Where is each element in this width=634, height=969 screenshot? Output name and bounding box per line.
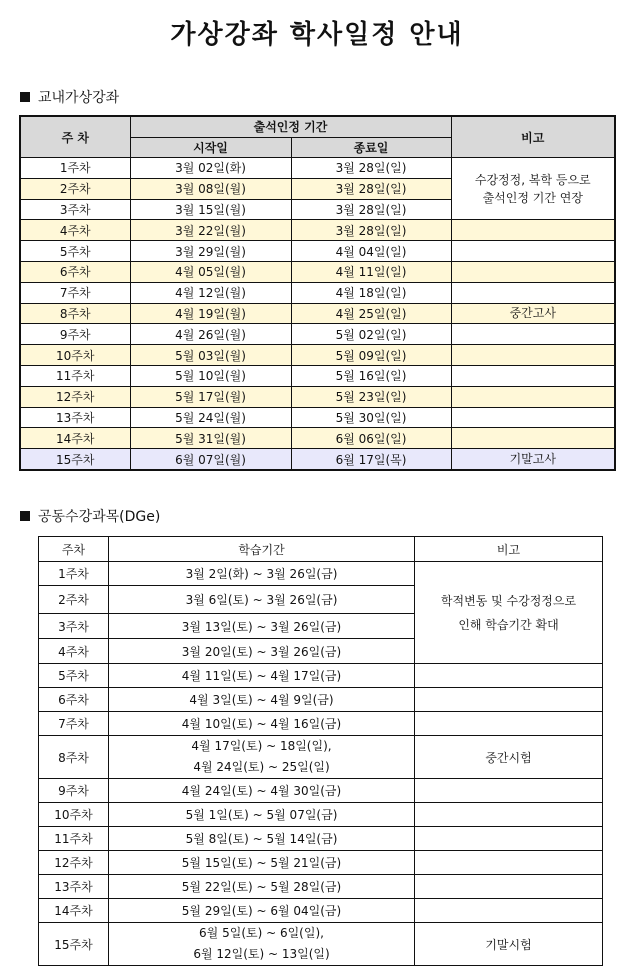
start-cell: 5월 10일(월) [130, 365, 291, 386]
week-cell: 4주차 [39, 639, 109, 664]
end-cell: 4월 11일(일) [291, 261, 451, 282]
period-cell: 3월 13일(토) ~ 3월 26일(금) [109, 614, 415, 639]
table-row [39, 664, 603, 688]
period-cell: 3월 20일(토) ~ 3월 26일(금) [109, 639, 415, 664]
start-cell: 4월 26일(월) [130, 324, 291, 345]
table-row [20, 241, 615, 262]
note-cell [415, 851, 603, 875]
period-cell [109, 736, 415, 779]
start-cell: 5월 24일(월) [130, 407, 291, 428]
note-cell [451, 324, 615, 345]
table-row [39, 827, 603, 851]
start-cell: 4월 05일(월) [130, 261, 291, 282]
end-cell: 5월 09일(일) [291, 345, 451, 366]
start-cell: 4월 19일(월) [130, 303, 291, 324]
section-heading-text: 교내가상강좌 [38, 90, 120, 106]
table-row [39, 712, 603, 736]
note-cell [451, 220, 615, 241]
note-cell [451, 428, 615, 449]
note-cell [415, 712, 603, 736]
week-cell: 1주차 [20, 158, 130, 179]
note-cell [415, 664, 603, 688]
table-row [20, 324, 615, 345]
table-row [39, 736, 603, 779]
note-line: 수강정정, 복학 등으로 [474, 172, 591, 187]
table-row [20, 386, 615, 407]
week-cell: 15주차 [39, 923, 109, 966]
end-cell: 3월 28일(일) [291, 178, 451, 199]
period-cell: 4월 24일(토) ~ 4월 30일(금) [109, 779, 415, 803]
note-cell [451, 407, 615, 428]
header-period: 학습기간 [109, 537, 415, 562]
week-cell: 14주차 [39, 899, 109, 923]
week-cell: 12주차 [20, 386, 130, 407]
table-row [39, 803, 603, 827]
week-cell: 3주차 [39, 614, 109, 639]
week-cell: 3주차 [20, 199, 130, 220]
note-cell [451, 365, 615, 386]
table-row [20, 428, 615, 449]
note-midterm: 중간시험 [415, 736, 603, 779]
period-cell: 5월 1일(토) ~ 5월 07일(금) [109, 803, 415, 827]
week-cell: 12주차 [39, 851, 109, 875]
note-cell [415, 688, 603, 712]
week-cell: 13주차 [39, 875, 109, 899]
end-cell: 5월 16일(일) [291, 365, 451, 386]
week-cell: 5주차 [39, 664, 109, 688]
header-period: 출석인정 기간 [130, 116, 451, 137]
end-cell: 6월 06일(일) [291, 428, 451, 449]
end-cell: 4월 25일(일) [291, 303, 451, 324]
week-cell: 4주차 [20, 220, 130, 241]
note-cell [451, 282, 615, 303]
period-line: 4월 24일(토) ~ 25일(일) [193, 760, 330, 774]
note-cell [451, 345, 615, 366]
end-cell: 3월 28일(일) [291, 158, 451, 179]
table-row [39, 923, 603, 966]
week-cell: 7주차 [39, 712, 109, 736]
note-line: 학적변동 및 수강정정으로 [440, 593, 577, 608]
week-cell: 15주차 [20, 449, 130, 470]
square-bullet-icon [20, 511, 30, 521]
start-cell: 3월 15일(월) [130, 199, 291, 220]
start-cell: 3월 02일(화) [130, 158, 291, 179]
period-cell: 5월 15일(토) ~ 5월 21일(금) [109, 851, 415, 875]
week-cell: 10주차 [20, 345, 130, 366]
note-midterm: 중간고사 [451, 303, 615, 324]
start-cell: 6월 07일(월) [130, 449, 291, 470]
note-cell [451, 386, 615, 407]
table-row [20, 449, 615, 470]
start-cell: 4월 12일(월) [130, 282, 291, 303]
period-cell: 3월 6일(토) ~ 3월 26일(금) [109, 586, 415, 614]
section-heading-dge [20, 506, 160, 526]
header-note: 비고 [415, 537, 603, 562]
period-cell: 5월 8일(토) ~ 5월 14일(금) [109, 827, 415, 851]
week-cell: 8주차 [39, 736, 109, 779]
header-start: 시작일 [130, 137, 291, 158]
table-row [20, 158, 615, 179]
note-cell [451, 261, 615, 282]
end-cell: 5월 02일(일) [291, 324, 451, 345]
period-cell: 4월 3일(토) ~ 4월 9일(금) [109, 688, 415, 712]
note-cell [451, 241, 615, 262]
period-cell: 4월 10일(토) ~ 4월 16일(금) [109, 712, 415, 736]
end-cell: 5월 23일(일) [291, 386, 451, 407]
end-cell: 3월 28일(일) [291, 199, 451, 220]
start-cell: 3월 22일(월) [130, 220, 291, 241]
week-cell: 1주차 [39, 562, 109, 586]
table-row [20, 303, 615, 324]
section-heading-text: 공동수강과목(DGe) [38, 509, 161, 525]
header-week: 주차 [39, 537, 109, 562]
week-cell: 13주차 [20, 407, 130, 428]
table-row [20, 407, 615, 428]
period-line: 6월 12일(토) ~ 13일(일) [193, 947, 330, 961]
week-cell: 9주차 [20, 324, 130, 345]
start-cell: 5월 03일(월) [130, 345, 291, 366]
dge-schedule-table [38, 536, 603, 966]
section-heading-campus [20, 87, 119, 107]
week-cell: 2주차 [39, 586, 109, 614]
note-final: 기말시험 [415, 923, 603, 966]
period-cell: 5월 29일(토) ~ 6월 04일(금) [109, 899, 415, 923]
note-cell [415, 779, 603, 803]
table-row [39, 875, 603, 899]
week-cell: 2주차 [20, 178, 130, 199]
end-cell: 4월 18일(일) [291, 282, 451, 303]
week-cell: 5주차 [20, 241, 130, 262]
table-row [39, 562, 603, 586]
week-cell: 11주차 [39, 827, 109, 851]
week-cell: 6주차 [39, 688, 109, 712]
table-row [20, 261, 615, 282]
campus-schedule-table [19, 115, 616, 471]
note-extension [451, 158, 615, 220]
period-cell: 5월 22일(토) ~ 5월 28일(금) [109, 875, 415, 899]
start-cell: 3월 29일(월) [130, 241, 291, 262]
header-note: 비고 [451, 116, 615, 158]
start-cell: 5월 31일(월) [130, 428, 291, 449]
end-cell: 4월 04일(일) [291, 241, 451, 262]
page-title: 가상강좌 학사일정 안내 [170, 20, 464, 50]
week-cell: 14주차 [20, 428, 130, 449]
end-cell: 6월 17일(목) [291, 449, 451, 470]
week-cell: 7주차 [20, 282, 130, 303]
table-row [39, 779, 603, 803]
table-row [39, 688, 603, 712]
end-cell: 3월 28일(일) [291, 220, 451, 241]
end-cell: 5월 30일(일) [291, 407, 451, 428]
table-row [20, 220, 615, 241]
week-cell: 10주차 [39, 803, 109, 827]
note-final: 기말고사 [451, 449, 615, 470]
week-cell: 11주차 [20, 365, 130, 386]
table-row [39, 851, 603, 875]
header-end: 종료일 [291, 137, 451, 158]
note-cell [415, 899, 603, 923]
note-line: 인해 학습기간 확대 [458, 617, 559, 632]
note-extension [415, 562, 603, 664]
table-row [20, 345, 615, 366]
table-row [39, 899, 603, 923]
week-cell: 8주차 [20, 303, 130, 324]
note-cell [415, 803, 603, 827]
period-line: 6월 5일(토) ~ 6일(일), [199, 926, 324, 940]
start-cell: 5월 17일(월) [130, 386, 291, 407]
note-cell [415, 827, 603, 851]
square-bullet-icon [20, 92, 30, 102]
week-cell: 6주차 [20, 261, 130, 282]
table-row [20, 365, 615, 386]
start-cell: 3월 08일(월) [130, 178, 291, 199]
period-cell: 3월 2일(화) ~ 3월 26일(금) [109, 562, 415, 586]
table-row [20, 282, 615, 303]
week-cell: 9주차 [39, 779, 109, 803]
period-cell [109, 923, 415, 966]
period-line: 4월 17일(토) ~ 18일(일), [191, 739, 332, 753]
note-line: 출석인정 기간 연장 [482, 190, 583, 205]
period-cell: 4월 11일(토) ~ 4월 17일(금) [109, 664, 415, 688]
note-cell [415, 875, 603, 899]
header-week: 주 차 [20, 116, 130, 158]
